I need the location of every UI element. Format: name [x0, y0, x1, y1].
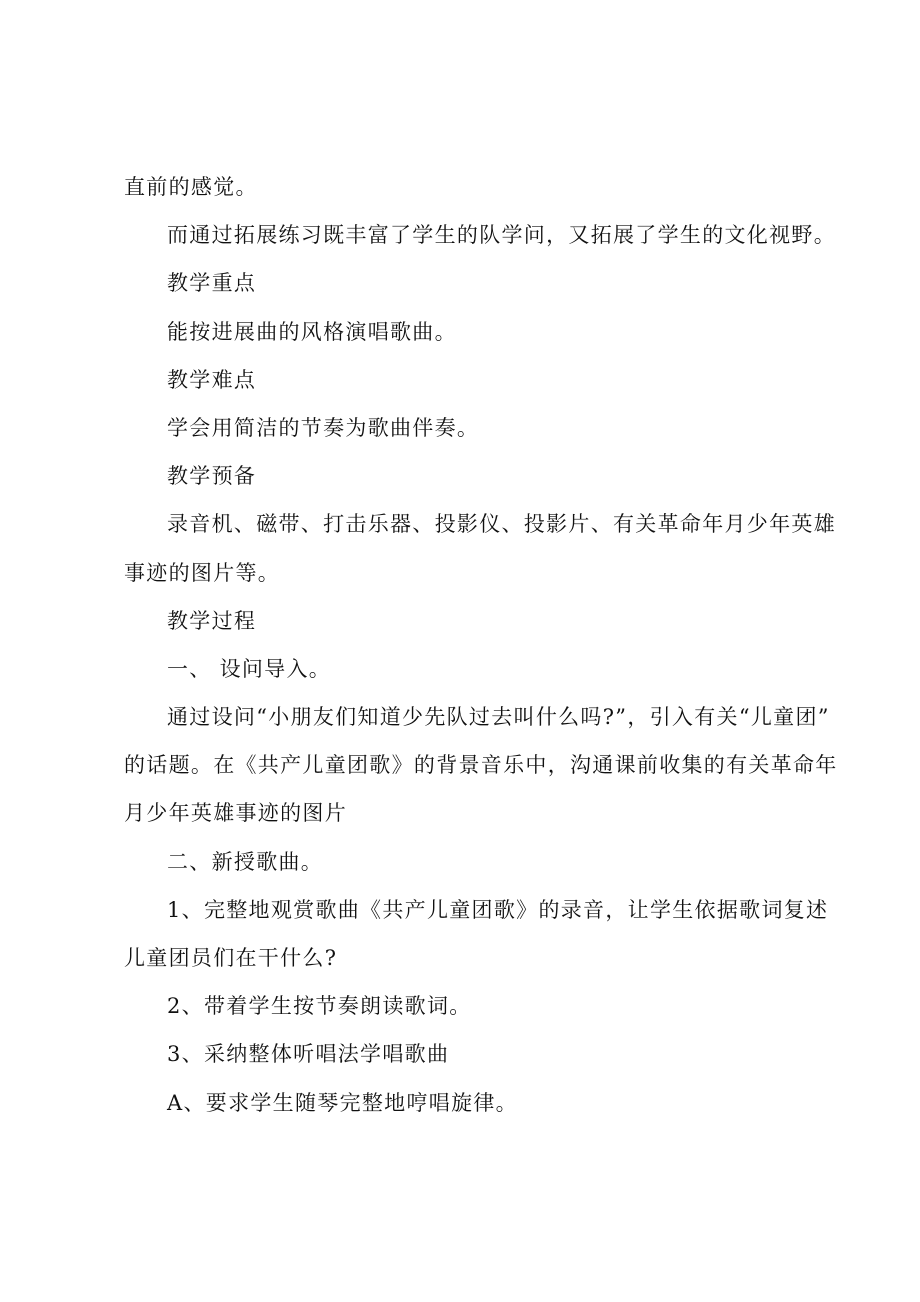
text-line: 儿童团员们在干什么? [124, 946, 338, 970]
text-line: 2、带着学生按节奏朗读歌词。 [167, 994, 472, 1018]
text-line: 能按进展曲的风格演唱歌曲。 [167, 320, 457, 344]
section-heading: 教学过程 [167, 609, 257, 633]
text-line: 的话题。在《共产儿童团歌》的背景音乐中，沟通课前收集的有关革命年 [124, 753, 838, 777]
section-heading: 教学重点 [167, 271, 257, 295]
section-heading: 教学预备 [167, 464, 257, 488]
text-line: 3、采纳整体听唱法学唱歌曲 [167, 1042, 450, 1066]
text-line: 月少年英雄事迹的图片 [124, 801, 347, 825]
text-line: 通过设问“小朋友们知道少先队过去叫什么吗?”，引入有关“儿童团” [167, 705, 830, 729]
text-line: A、要求学生随琴完整地哼唱旋律。 [167, 1091, 518, 1115]
text-line: 事迹的图片等。 [124, 561, 281, 585]
text-line: 直前的感觉。 [124, 175, 258, 199]
section-heading: 教学难点 [167, 368, 257, 392]
text-line: 一、 设问导入。 [167, 657, 332, 681]
text-line: 学会用简洁的节奏为歌曲伴奏。 [167, 416, 480, 440]
text-line: 录音机、磁带、打击乐器、投影仪、投影片、有关革命年月少年英雄 [167, 512, 836, 536]
text-line: 二、新授歌曲。 [167, 850, 324, 874]
text-line: 而通过拓展练习既丰富了学生的队学问，又拓展了学生的文化视野。 [167, 223, 836, 247]
text-line: 1、完整地观赏歌曲《共产儿童团歌》的录音，让学生依据歌词复述 [167, 898, 829, 922]
